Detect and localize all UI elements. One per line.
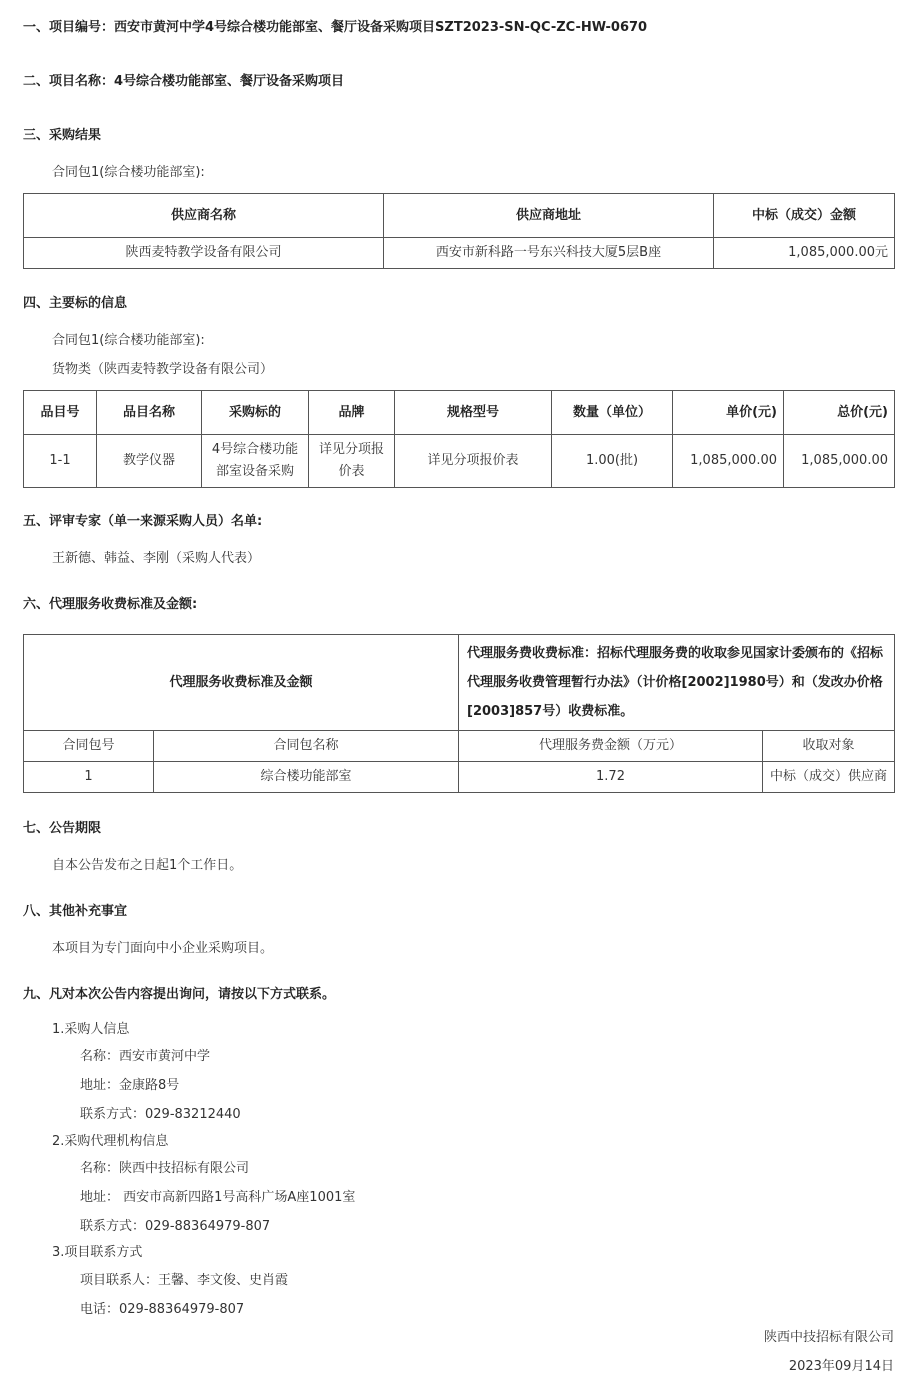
table-row [24, 435, 895, 488]
project-name: 4号综合楼功能部室、餐厅设备采购项目 [114, 74, 345, 89]
buyer-name: 名称：西安市黄河中学 [80, 1049, 211, 1064]
fee-standard-text: 代理服务费收费标准：招标代理服务费的收取参见国家计委颁布的《招标代理服务收费管理暂行办法》（计价格[2002]1980号）和（发改办价格[2003]857号）收费标准。 [459, 635, 895, 731]
project-contact-phone: 电话：029-88364979-807 [80, 1302, 245, 1317]
result-header-supplier-address: 供应商地址 [384, 194, 714, 238]
item-brand: 详见分项报价表 [309, 435, 395, 488]
items-header-quantity: 数量（单位） [552, 391, 673, 435]
buyer-address: 地址：金康路8号 [80, 1078, 180, 1093]
result-amount: 1,085,000.00元 [714, 238, 895, 269]
item-quantity: 1.00(批) [552, 435, 673, 488]
agency-name: 名称：陕西中技招标有限公司 [80, 1161, 250, 1176]
result-supplier-name: 陕西麦特教学设备有限公司 [24, 238, 384, 269]
item-target: 4号综合楼功能部室设备采购 [202, 435, 309, 488]
footer-date: 2023年09月14日 [788, 1359, 894, 1374]
fee-package-no: 1 [24, 762, 154, 793]
project-contact-person: 项目联系人：王馨、李文俊、史肖霞 [80, 1273, 289, 1288]
section-3-package: 合同包1(综合楼功能部室): [52, 165, 205, 180]
items-header-name: 品目名称 [97, 391, 202, 435]
fee-header-payer: 收取对象 [763, 731, 895, 762]
items-header-spec: 规格型号 [395, 391, 552, 435]
section-5-names: 王新德、韩益、李刚（采购人代表） [52, 551, 261, 566]
section-5-heading: 五、评审专家（单一来源采购人员）名单: [23, 514, 263, 529]
result-header-supplier-name: 供应商名称 [24, 194, 384, 238]
section-7-text: 自本公告发布之日起1个工作日。 [52, 858, 243, 873]
result-table [23, 193, 895, 269]
item-spec: 详见分项报价表 [395, 435, 552, 488]
fee-standard-label: 代理服务收费标准及金额 [24, 635, 459, 731]
buyer-info-title: 1.采购人信息 [52, 1022, 130, 1037]
fee-header-amount: 代理服务费金额（万元） [459, 731, 763, 762]
result-supplier-address: 西安市新科路一号东兴科技大厦5层B座 [384, 238, 714, 269]
result-header-amount: 中标（成交）金额 [714, 194, 895, 238]
fee-amount: 1.72 [459, 762, 763, 793]
items-header-unit-price: 单价(元) [673, 391, 784, 435]
fee-payer: 中标（成交）供应商 [763, 762, 895, 793]
section-6-heading: 六、代理服务收费标准及金额: [23, 597, 198, 612]
fee-package-name: 综合楼功能部室 [154, 762, 459, 793]
agency-contact: 联系方式：029-88364979-807 [80, 1219, 271, 1234]
items-header-brand: 品牌 [309, 391, 395, 435]
section-2-heading [23, 70, 344, 89]
section-9-heading: 九、凡对本次公告内容提出询问，请按以下方式联系。 [23, 987, 336, 1002]
agency-info-title: 2.采购代理机构信息 [52, 1134, 169, 1149]
project-contact-title: 3.项目联系方式 [52, 1245, 143, 1260]
agency-address: 地址： 西安市高新四路1号高科广场A座1001室 [80, 1190, 356, 1205]
item-total-price: 1,085,000.00 [784, 435, 895, 488]
section-4-package: 合同包1(综合楼功能部室): [52, 333, 205, 348]
section-2-label: 二、项目名称： [23, 74, 115, 89]
section-3-heading: 三、采购结果 [23, 128, 102, 143]
section-7-heading: 七、公告期限 [23, 821, 102, 836]
section-8-heading: 八、其他补充事宜 [23, 904, 128, 919]
items-table [23, 390, 895, 488]
section-1-heading [23, 16, 647, 35]
item-name: 教学仪器 [97, 435, 202, 488]
item-unit-price: 1,085,000.00 [673, 435, 784, 488]
section-1-label: 一、项目编号： [23, 20, 115, 35]
fee-header-package-no: 合同包号 [24, 731, 154, 762]
item-no: 1-1 [24, 435, 97, 488]
agency-fee-table [23, 634, 895, 793]
section-4-category: 货物类（陕西麦特教学设备有限公司） [52, 362, 274, 377]
section-4-heading: 四、主要标的信息 [23, 296, 128, 311]
table-row [24, 762, 895, 793]
footer-organization: 陕西中技招标有限公司 [763, 1330, 894, 1345]
items-header-target: 采购标的 [202, 391, 309, 435]
items-header-no: 品目号 [24, 391, 97, 435]
table-row [24, 238, 895, 269]
section-8-text: 本项目为专门面向中小企业采购项目。 [52, 941, 274, 956]
buyer-contact: 联系方式：029-83212440 [80, 1107, 241, 1122]
fee-header-package-name: 合同包名称 [154, 731, 459, 762]
items-header-total-price: 总价(元) [784, 391, 895, 435]
project-number: 西安市黄河中学4号综合楼功能部室、餐厅设备采购项目SZT2023-SN-QC-ZC-HW-0670 [114, 20, 648, 35]
